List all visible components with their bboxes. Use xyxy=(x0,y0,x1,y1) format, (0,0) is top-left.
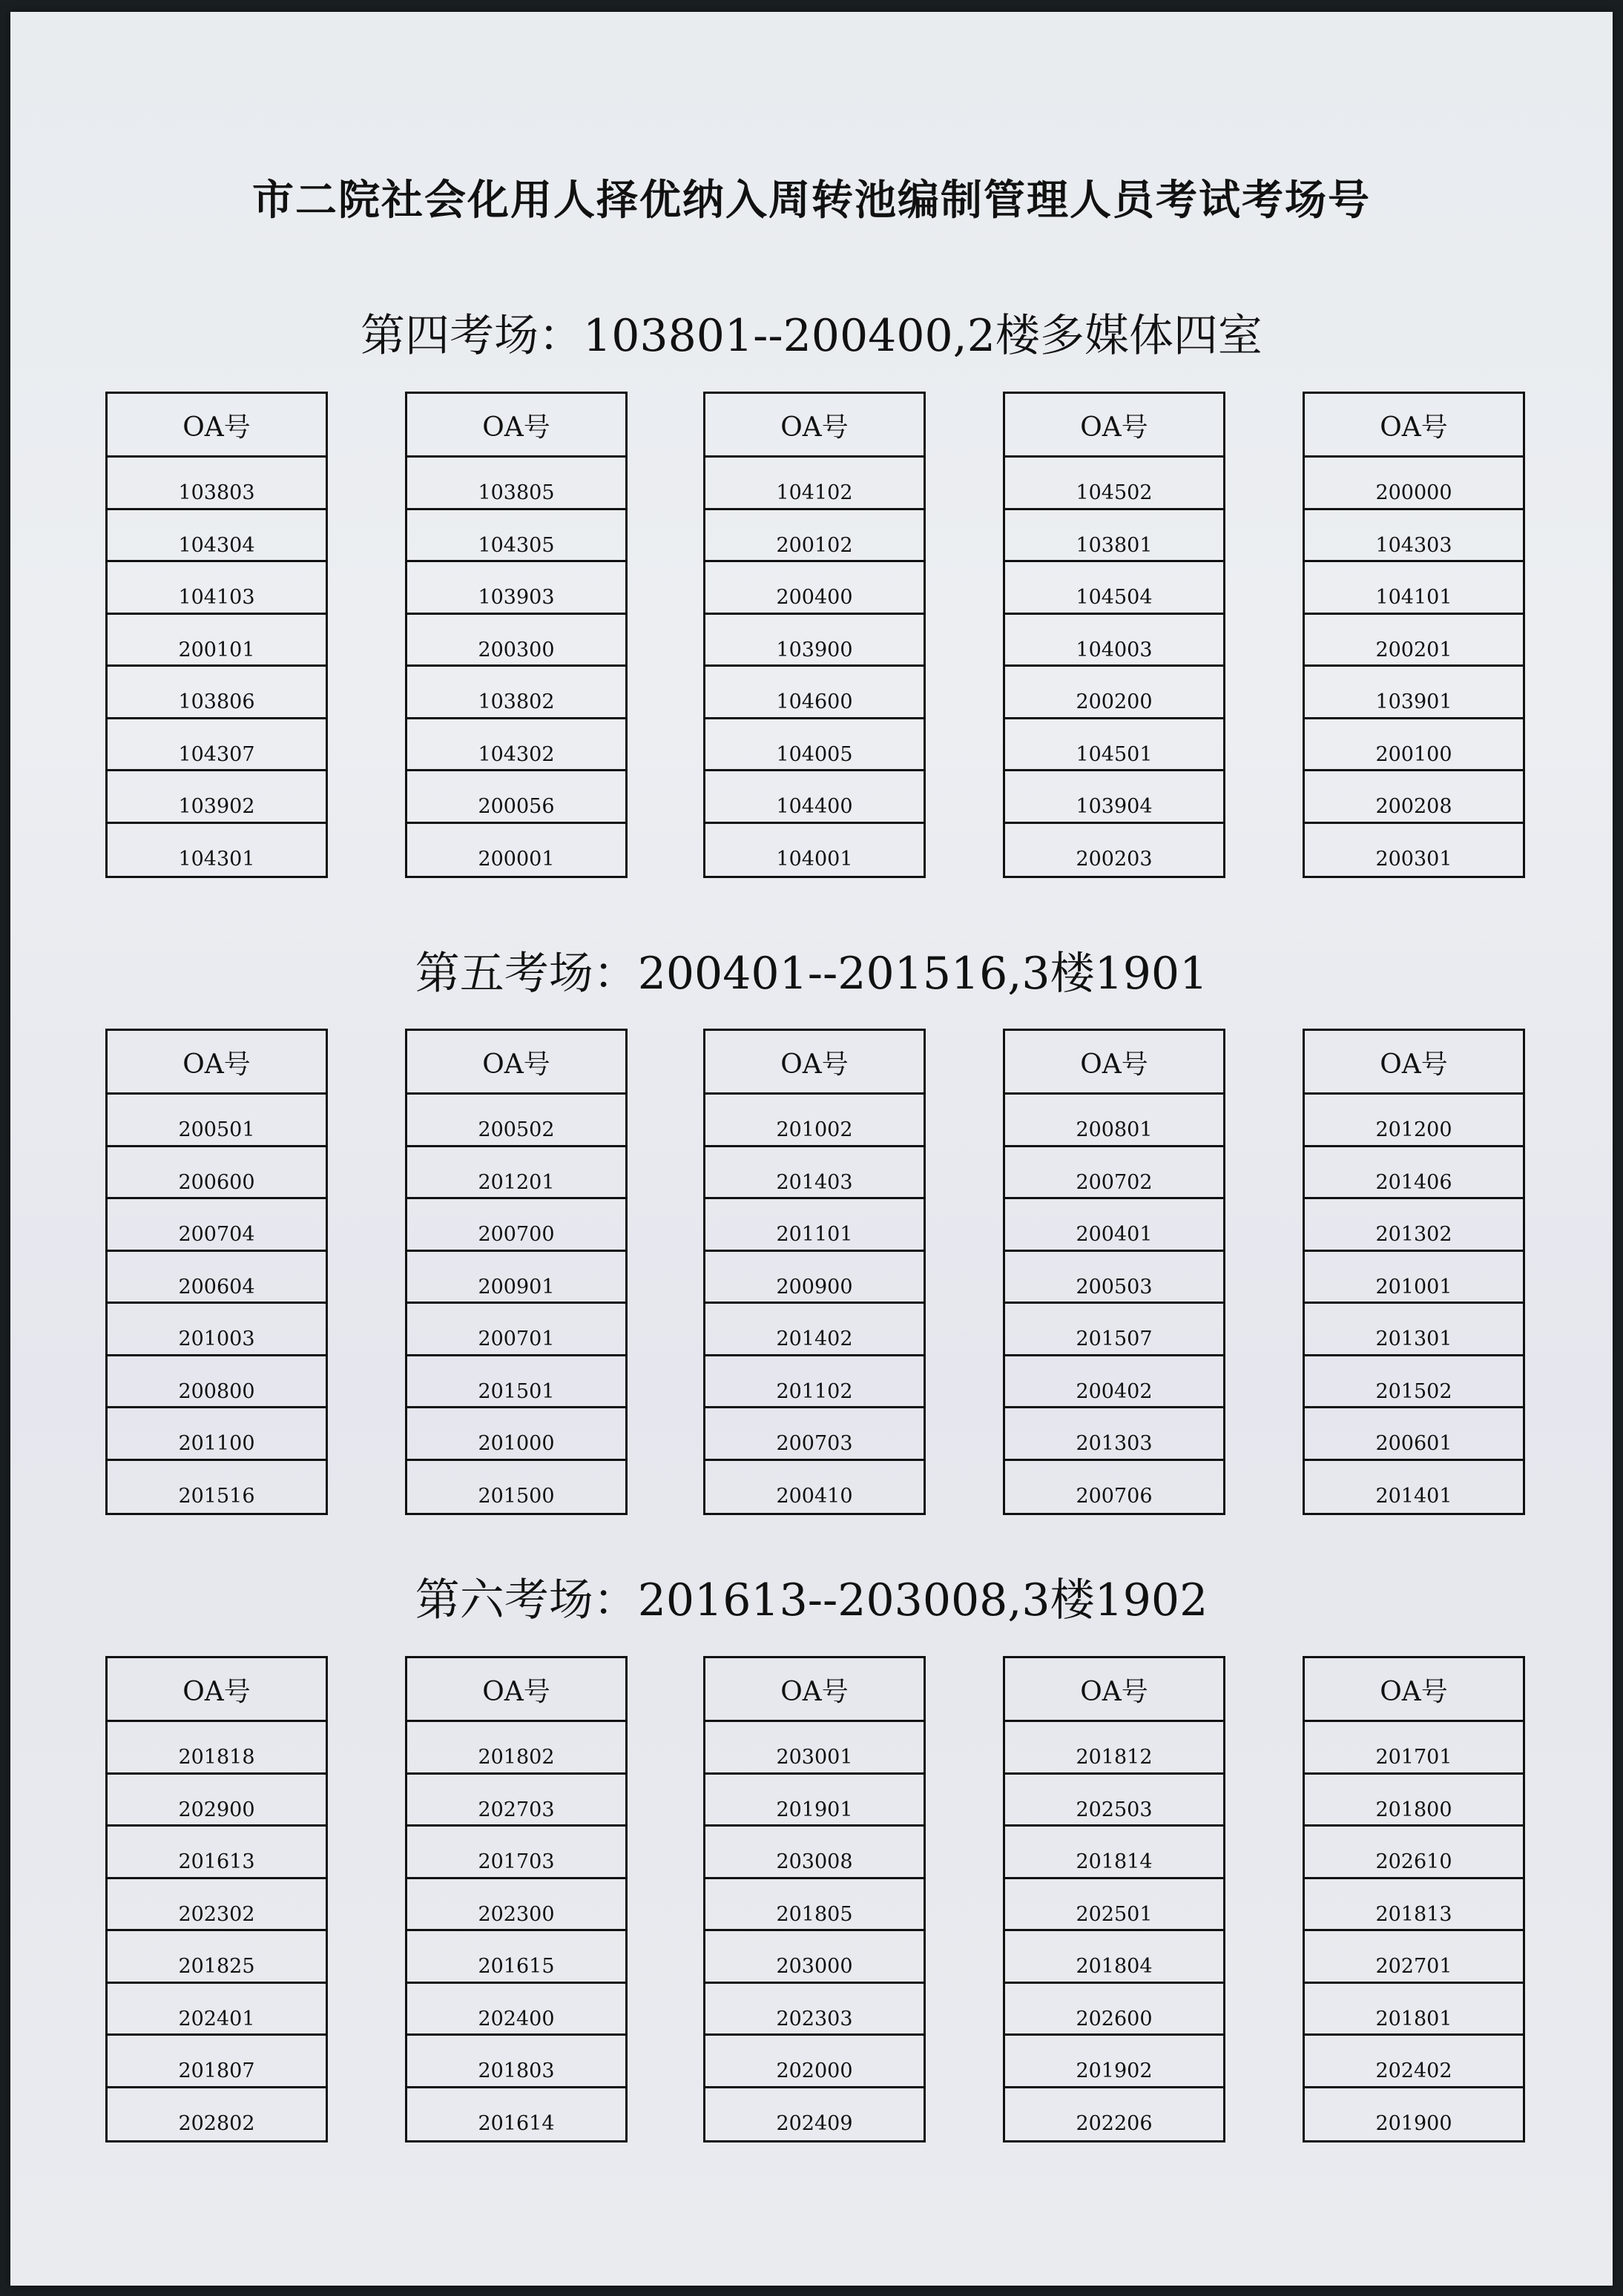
oa-number-cell: 201901 xyxy=(705,1775,924,1827)
oa-number-cell: 202701 xyxy=(1305,1931,1523,1984)
oa-number-cell: 202802 xyxy=(178,2111,255,2135)
oa-number-cell: 201613 xyxy=(108,1827,326,1879)
oa-number-table xyxy=(1303,1656,1525,2142)
oa-number-table xyxy=(1303,1029,1525,1515)
oa-number-cell: 200201 xyxy=(1305,615,1523,667)
oa-number-cell: 201200 xyxy=(1305,1095,1523,1147)
oa-number-cell: 202402 xyxy=(1305,2036,1523,2088)
oa-number-cell: 200700 xyxy=(407,1199,625,1252)
oa-number-cell: 201615 xyxy=(407,1931,625,1984)
oa-number-table xyxy=(405,1029,628,1515)
oa-number-cell: 104005 xyxy=(705,719,924,772)
oa-number-cell: 200402 xyxy=(1005,1356,1223,1409)
oa-number-cell: 202000 xyxy=(705,2036,924,2088)
oa-number-cell: 201507 xyxy=(1005,1304,1223,1356)
oa-number-cell: 201406 xyxy=(1305,1147,1523,1200)
oa-column-header: OA号 xyxy=(705,1031,924,1095)
oa-number-table xyxy=(703,392,926,878)
oa-column-header: OA号 xyxy=(1305,1031,1523,1095)
oa-number-cell: 201802 xyxy=(407,1722,625,1775)
oa-number-cell: 200701 xyxy=(407,1304,625,1356)
oa-column-header: OA号 xyxy=(407,394,625,458)
oa-number-cell: 104303 xyxy=(1305,510,1523,563)
document-title: 市二院社会化用人择优纳入周转池编制管理人员考试考场号 xyxy=(252,177,1371,225)
oa-number-cell: 201614 xyxy=(478,2111,555,2135)
oa-number-cell: 200604 xyxy=(108,1252,326,1304)
oa-number-cell: 104103 xyxy=(108,562,326,615)
oa-number-cell: 202409 xyxy=(776,2111,853,2135)
oa-number-cell: 202303 xyxy=(705,1984,924,2036)
oa-number-cell: 201800 xyxy=(1305,1775,1523,1827)
oa-number-cell: 104504 xyxy=(1005,562,1223,615)
oa-number-cell: 201402 xyxy=(705,1304,924,1356)
oa-number-cell: 202302 xyxy=(108,1879,326,1932)
oa-number-cell: 103801 xyxy=(1005,510,1223,563)
oa-number-table xyxy=(105,392,328,878)
oa-column-header: OA号 xyxy=(108,394,326,458)
oa-number-cell: 200400 xyxy=(705,562,924,615)
oa-number-cell: 201812 xyxy=(1005,1722,1223,1775)
oa-column-header: OA号 xyxy=(705,394,924,458)
oa-number-cell: 103901 xyxy=(1305,667,1523,719)
oa-number-cell: 103900 xyxy=(705,615,924,667)
oa-number-cell: 202703 xyxy=(407,1775,625,1827)
oa-number-cell: 201804 xyxy=(1005,1931,1223,1984)
oa-number-cell: 104304 xyxy=(108,510,326,563)
oa-number-cell: 201401 xyxy=(1375,1484,1452,1508)
oa-number-cell: 200900 xyxy=(705,1252,924,1304)
oa-number-cell: 201807 xyxy=(108,2036,326,2088)
oa-number-cell: 201805 xyxy=(705,1879,924,1932)
oa-column-header: OA号 xyxy=(108,1658,326,1722)
oa-number-cell: 201502 xyxy=(1305,1356,1523,1409)
oa-number-cell: 104102 xyxy=(705,458,924,510)
oa-number-cell: 201701 xyxy=(1305,1722,1523,1775)
oa-number-cell: 201101 xyxy=(705,1199,924,1252)
oa-number-table xyxy=(105,1656,328,2142)
oa-number-table xyxy=(703,1656,926,2142)
oa-number-table xyxy=(1003,1029,1225,1515)
oa-number-cell: 200800 xyxy=(108,1356,326,1409)
oa-number-table xyxy=(405,392,628,878)
oa-number-cell: 200801 xyxy=(1005,1095,1223,1147)
oa-number-cell: 201803 xyxy=(407,2036,625,2088)
oa-column-header: OA号 xyxy=(705,1658,924,1722)
oa-number-cell: 201703 xyxy=(407,1827,625,1879)
oa-number-cell: 200702 xyxy=(1005,1147,1223,1200)
oa-number-cell: 201303 xyxy=(1005,1408,1223,1461)
oa-number-cell: 200502 xyxy=(407,1095,625,1147)
oa-number-cell: 201814 xyxy=(1005,1827,1223,1879)
oa-number-table xyxy=(1003,1656,1225,2142)
oa-number-cell: 200000 xyxy=(1305,458,1523,510)
oa-number-cell: 201301 xyxy=(1305,1304,1523,1356)
oa-number-cell: 200503 xyxy=(1005,1252,1223,1304)
oa-number-table xyxy=(405,1656,628,2142)
exam-room-heading: 第四考场：103801--200400,2楼多媒体四室 xyxy=(361,310,1262,362)
oa-number-cell: 201002 xyxy=(705,1095,924,1147)
oa-number-cell: 104501 xyxy=(1005,719,1223,772)
oa-number-cell: 104600 xyxy=(705,667,924,719)
oa-number-cell: 104302 xyxy=(407,719,625,772)
oa-number-cell: 202503 xyxy=(1005,1775,1223,1827)
oa-column-header: OA号 xyxy=(407,1031,625,1095)
oa-column-header: OA号 xyxy=(1005,1031,1223,1095)
oa-number-cell: 200102 xyxy=(705,510,924,563)
oa-number-cell: 200300 xyxy=(407,615,625,667)
oa-number-cell: 104307 xyxy=(108,719,326,772)
oa-number-cell: 202400 xyxy=(407,1984,625,2036)
oa-number-cell: 200501 xyxy=(108,1095,326,1147)
oa-number-cell: 201818 xyxy=(108,1722,326,1775)
oa-number-cell: 200410 xyxy=(776,1484,853,1508)
oa-number-cell: 203001 xyxy=(705,1722,924,1775)
oa-number-table xyxy=(1303,392,1525,878)
oa-number-cell: 201003 xyxy=(108,1304,326,1356)
oa-number-cell: 200100 xyxy=(1305,719,1523,772)
oa-number-cell: 103904 xyxy=(1005,771,1223,824)
oa-number-cell: 200056 xyxy=(407,771,625,824)
oa-number-cell: 200101 xyxy=(108,615,326,667)
exam-room-heading: 第五考场：200401--201516,3楼1901 xyxy=(415,948,1208,1000)
oa-number-cell: 200301 xyxy=(1375,847,1452,871)
oa-number-cell: 104400 xyxy=(705,771,924,824)
oa-number-cell: 103806 xyxy=(108,667,326,719)
oa-number-table xyxy=(1003,392,1225,878)
oa-number-cell: 201825 xyxy=(108,1931,326,1984)
oa-number-cell: 103805 xyxy=(407,458,625,510)
oa-number-cell: 200601 xyxy=(1305,1408,1523,1461)
oa-number-cell: 201801 xyxy=(1305,1984,1523,2036)
oa-number-cell: 201900 xyxy=(1375,2111,1452,2135)
oa-number-cell: 203000 xyxy=(705,1931,924,1984)
oa-number-cell: 201813 xyxy=(1305,1879,1523,1932)
oa-number-cell: 200901 xyxy=(407,1252,625,1304)
oa-number-cell: 202501 xyxy=(1005,1879,1223,1932)
oa-column-header: OA号 xyxy=(1005,394,1223,458)
oa-number-cell: 201201 xyxy=(407,1147,625,1200)
oa-number-cell: 201516 xyxy=(178,1484,255,1508)
oa-number-cell: 103903 xyxy=(407,562,625,615)
oa-number-cell: 104305 xyxy=(407,510,625,563)
oa-number-cell: 201000 xyxy=(407,1408,625,1461)
oa-column-header: OA号 xyxy=(1305,1658,1523,1722)
oa-number-cell: 104502 xyxy=(1005,458,1223,510)
oa-column-header: OA号 xyxy=(108,1031,326,1095)
oa-number-cell: 202610 xyxy=(1305,1827,1523,1879)
oa-number-cell: 104301 xyxy=(178,847,255,871)
oa-number-cell: 201302 xyxy=(1305,1199,1523,1252)
oa-number-cell: 201501 xyxy=(407,1356,625,1409)
oa-number-table xyxy=(105,1029,328,1515)
oa-number-cell: 200200 xyxy=(1005,667,1223,719)
oa-column-header: OA号 xyxy=(1305,394,1523,458)
oa-number-cell: 201500 xyxy=(478,1484,555,1508)
oa-column-header: OA号 xyxy=(1005,1658,1223,1722)
oa-number-cell: 200208 xyxy=(1305,771,1523,824)
oa-number-cell: 202206 xyxy=(1076,2111,1153,2135)
oa-number-cell: 202900 xyxy=(108,1775,326,1827)
oa-number-cell: 200401 xyxy=(1005,1199,1223,1252)
oa-number-cell: 200704 xyxy=(108,1199,326,1252)
oa-number-cell: 201403 xyxy=(705,1147,924,1200)
oa-number-cell: 202401 xyxy=(108,1984,326,2036)
oa-number-cell: 201902 xyxy=(1005,2036,1223,2088)
oa-number-cell: 201102 xyxy=(705,1356,924,1409)
oa-number-cell: 200706 xyxy=(1076,1484,1153,1508)
oa-number-cell: 200600 xyxy=(108,1147,326,1200)
oa-number-cell: 201100 xyxy=(108,1408,326,1461)
oa-number-cell: 103902 xyxy=(108,771,326,824)
oa-number-cell: 200203 xyxy=(1076,847,1153,871)
oa-number-cell: 201001 xyxy=(1305,1252,1523,1304)
oa-number-cell: 200001 xyxy=(478,847,555,871)
oa-number-table xyxy=(703,1029,926,1515)
oa-number-cell: 202300 xyxy=(407,1879,625,1932)
oa-number-cell: 104101 xyxy=(1305,562,1523,615)
oa-number-cell: 203008 xyxy=(705,1827,924,1879)
exam-room-heading: 第六考场：201613--203008,3楼1902 xyxy=(415,1574,1208,1626)
oa-number-cell: 103802 xyxy=(407,667,625,719)
oa-number-cell: 200703 xyxy=(705,1408,924,1461)
oa-number-cell: 202600 xyxy=(1005,1984,1223,2036)
oa-number-cell: 104001 xyxy=(776,847,853,871)
oa-number-cell: 103803 xyxy=(108,458,326,510)
oa-column-header: OA号 xyxy=(407,1658,625,1722)
oa-number-cell: 104003 xyxy=(1005,615,1223,667)
